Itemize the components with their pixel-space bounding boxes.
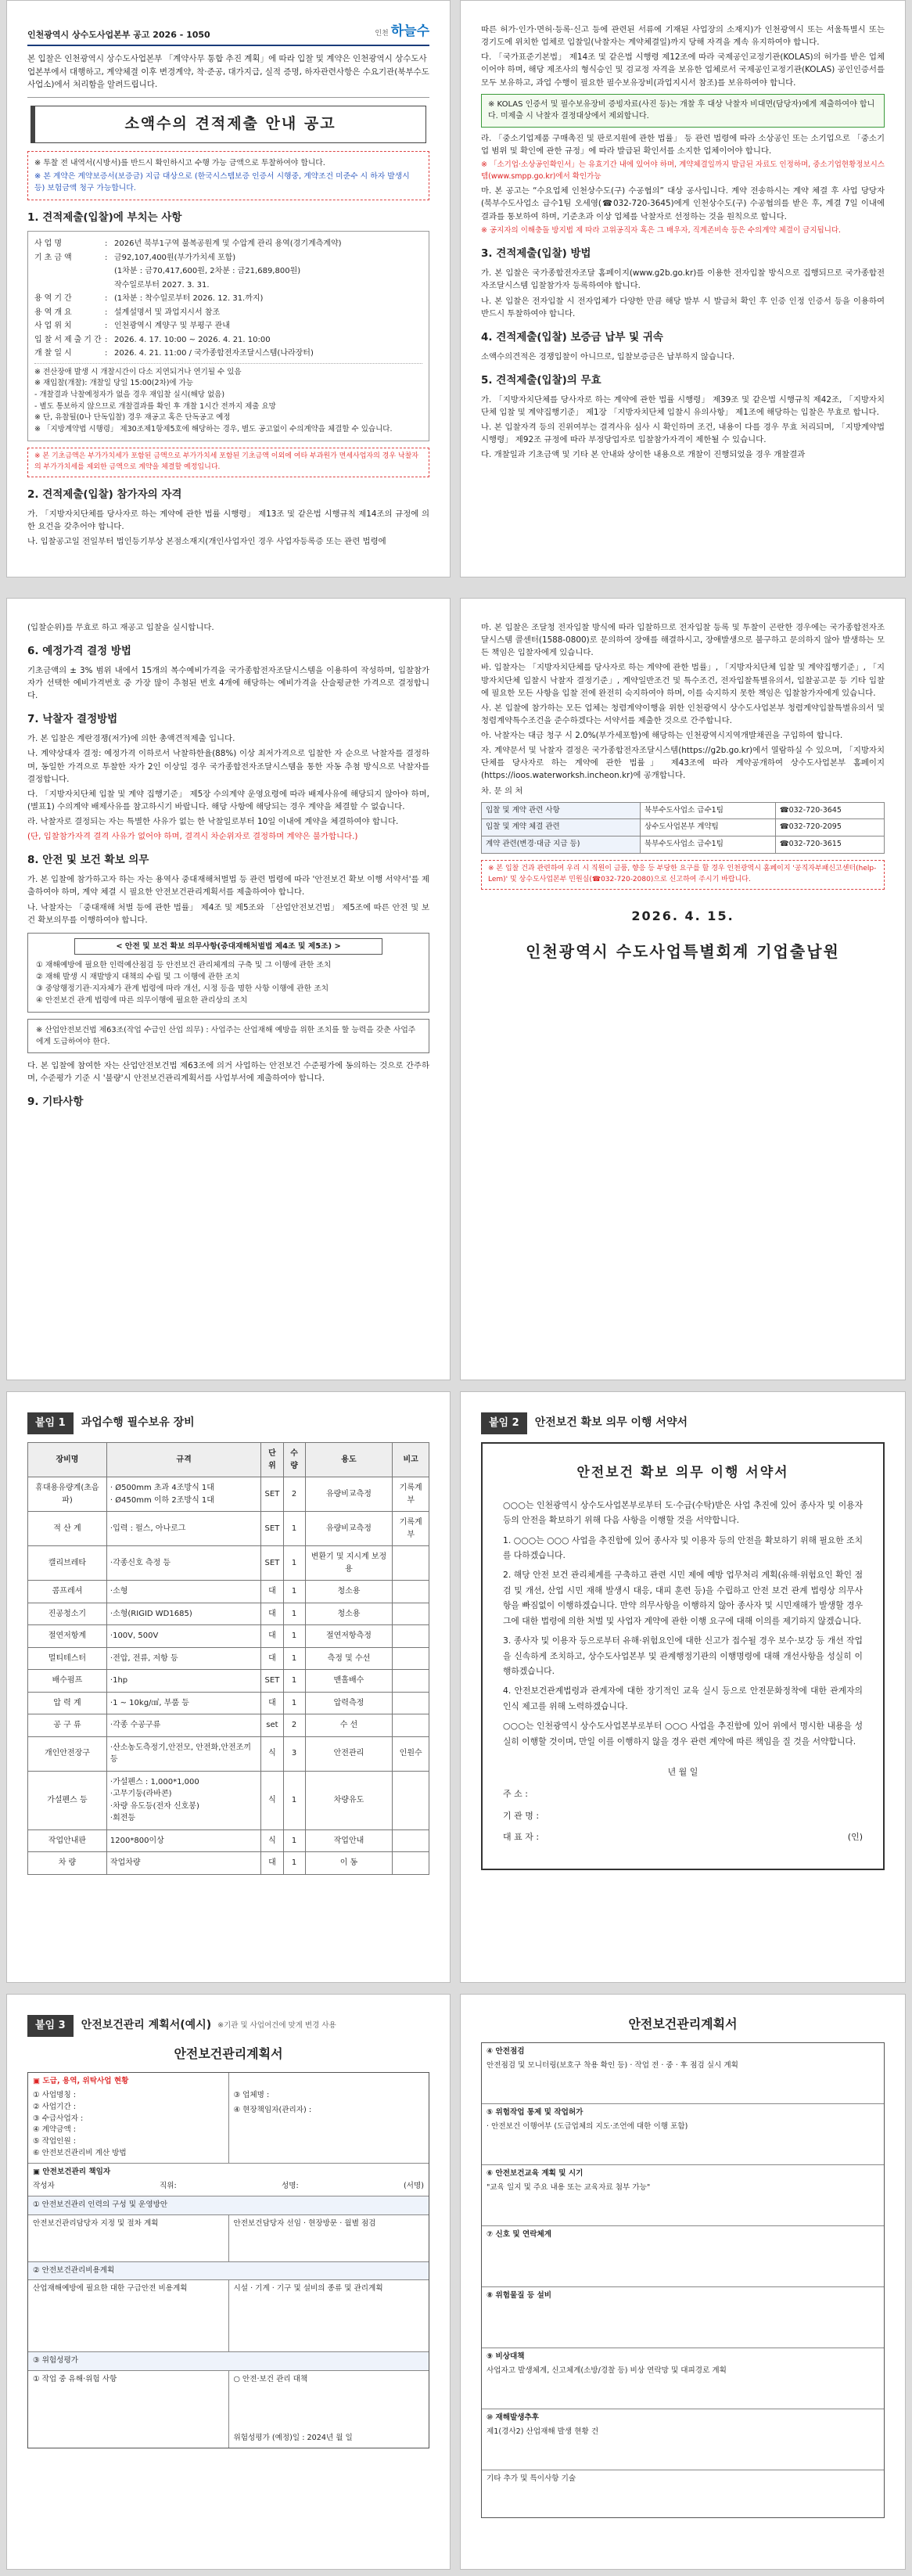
staff-left: 안전보건관리담당자 지정 및 절차 계획 <box>33 2218 159 2228</box>
info-key: 사업명 <box>34 239 64 249</box>
equipment-cell-q: 1 <box>283 1512 305 1546</box>
notice-header <box>27 21 429 46</box>
p2-para-4: 마. 본 공고는 “수요업체 인천상수도(구) 수공협의” 대상 공사입니다. 계약 전송하시는 계약 체결 후 사업 당당자(북부수도사업소 급수1팀 오세영(☎032-720-3645)에게 인천상수도(구) 수공협의를 받은 후, 계결 7일 이내에 결과를 통보하여 하며, 기준초과 이상 업체를 낙찰자로 선정하는 것을 원칙으로 합니다. <box>481 186 885 221</box>
equipment-cell-r <box>393 1714 429 1737</box>
section-3-a: 가. 본 입찰은 국가종합전자조달 홈페이지(www.g2b.go.kr)를 이용한 전자입찰 방식으로 집행되므로 국가종합전자조달시스템 입찰참가자 등록하여야 합니다. <box>481 268 885 291</box>
industrial-safety-note: ※ 산업안전보건법 제63조(작업 수급인 산업 의무) : 사업주는 산업재해 예방을 위한 조치를 할 능력을 갖춘 사업주에게 도급하여야 한다. <box>27 1019 429 1053</box>
info-value: 2026. 4. 21. 11:00 / 국가종합전자조달시스템(나라장터) <box>114 349 314 358</box>
contact-table <box>481 802 885 854</box>
p2-para-4-note: ※ 공지자의 이해충돌 방지법 제 따라 고위공직자 혹은 그 배우자, 직계존비속 등은 수의계약 체결이 금지됩니다. <box>481 225 842 235</box>
equipment-cell-q: 1 <box>283 1581 305 1603</box>
plan-row-label: ⑦ 신호 및 연락체계 <box>487 2229 552 2239</box>
plan-row-label: ⑧ 위험물질 등 설비 <box>487 2290 552 2300</box>
warning-2: ※ 본 계약은 계약보증서(보증금) 지급 대상으로 (한국시스템보증 인증서 시행중, 계약조건 미준수 시 하자 발생시 등) 보험금액 청구 가능합니다. <box>34 171 410 192</box>
equipment-cell-use: 변환기 및 지시계 보정용 <box>305 1546 393 1581</box>
contact-dept: 북부수도사업소 급수1팀 <box>641 802 776 819</box>
manager-label: ▣ 안전보건관리 책임자 <box>33 2167 111 2176</box>
equipment-cell-use: 안전관리 <box>305 1736 393 1771</box>
info-value: 설계설명서 및 과업지시서 참조 <box>114 308 221 317</box>
pledge-item: 3. 종사자 및 이용자 등으로부터 유해·위험요인에 대한 신고가 접수될 경우 보수·보강 등 개선 작업을 신속하게 조치하고, 상수도사업본부 및 관계행정기관의 이행명령에 대해 개선사항을 성실히 이행하겠습니다. <box>503 1635 863 1676</box>
equipment-cell-q: 3 <box>283 1736 305 1771</box>
info-row: 용역개요 : 설계설명서 및 과업지시서 참조 <box>34 307 422 319</box>
equipment-col-header: 비고 <box>393 1443 429 1477</box>
p4-para-4: 아. 낙찰자는 대금 청구 시 2.0%(부가세포함)에 해당하는 인천광역시지역개발채권을 구입하여 합니다. <box>481 731 843 740</box>
report-note: ※ 본 입찰 건과 관련하여 우리 시 직원이 금품, 향응 등 부당한 요구를 할 경우 인천광역시 홈페이지 '공직자부패신고센터(help-Lem)' 및 상수도사업본부 민원실(☎032-720-2080)으로 신고하여 주시기 바랍니다. <box>481 860 885 890</box>
equipment-row <box>28 1829 429 1852</box>
seal-mark: (인) <box>847 1832 863 1843</box>
equipment-cell-r <box>393 1852 429 1875</box>
section-8-c: 다. 본 입찰에 참여한 자는 산업안전보건법 제63조에 의거 사업하는 안전보건 수준평가에 동의하는 것으로 간주하며, 수준평가 기준 시 '불량'시 안전보건관리계획서를 사업부서에 제출하여야 합니다. <box>27 1060 429 1084</box>
equipment-row <box>28 1477 429 1512</box>
section-5-title: 5. 견적제출(입찰)의 무효 <box>481 373 601 387</box>
equipment-cell-r <box>393 1829 429 1852</box>
attachment-title: 안전보건 확보 의무 이행 서약서 <box>534 1416 688 1430</box>
equipment-cell-s: · Ø500mm 초과 4조방식 1대 · Ø450mm 이하 2조방식 1대 <box>106 1477 260 1512</box>
section-2-title: 2. 견적제출(입찰) 참가자의 자격 <box>27 487 182 501</box>
equipment-cell-s: ·1 ~ 10kg/㎠, 부품 등 <box>106 1692 260 1714</box>
plan-row <box>482 2165 884 2226</box>
equipment-cell-n: 적 산 계 <box>28 1512 107 1546</box>
info-key: 기초금액 <box>34 253 74 262</box>
equipment-cell-q: 1 <box>283 1692 305 1714</box>
equipment-cell-n: 캘리브레타 <box>28 1546 107 1581</box>
info-row: 사업위치 : 인천광역시 계양구 및 부평구 관내 <box>34 320 422 333</box>
pledge-closing: ○○○는 인천광역시 상수도사업본부로부터 ○○○ 사업을 추진함에 있어 위에서 명시한 내용을 성실히 이행할 것이며, 만일 이를 이행하지 않을 경우 관련 계약에 따른 책임을 질 것을 서약합니다. <box>503 1721 863 1747</box>
equipment-col-header: 장비명 <box>28 1443 107 1477</box>
notice-date: 2026. 4. 15. <box>631 908 734 923</box>
equipment-row <box>28 1692 429 1714</box>
safety-duty-item: ④ 안전보건 관계 법령에 따른 의무이행에 필요한 관리상의 조치 <box>36 996 248 1006</box>
section-5-b: 나. 본 입찰자격 등의 진위여부는 결격사유 심사 시 확인하며 조건, 내용이 다를 경우 무효 처리되며, 「지방계약법 시행령」 제92조 규정에 따라 부정당업자로 입찰참가자격이 제한될 수 있습니다. <box>481 423 885 445</box>
pledge-item: 4. 안전보건관계법령과 관계자에 대한 장기적인 교육 실시 등으로 안전문화정착에 대한 관계자의 인식 제고를 위해 노력하겠습니다. <box>503 1686 863 1711</box>
info-value: 2026년 북부1구역 불복공원계 및 수압계 관리 용역(경기계측계약) <box>114 239 342 249</box>
equipment-cell-s: ·전압, 전류, 저항 등 <box>106 1647 260 1670</box>
manager-field: 작성자 <box>33 2181 55 2190</box>
equipment-cell-q: 2 <box>283 1477 305 1512</box>
risk-right: ○ 안전·보건 관리 대책 위험성평가 (예정)일 : 2024년 월 일 <box>228 2371 429 2448</box>
equipment-cell-r <box>393 1625 429 1648</box>
equipment-row <box>28 1647 429 1670</box>
plan-row-label: ⑨ 비상대책 <box>487 2351 525 2361</box>
equipment-cell-use: 맨홀배수 <box>305 1670 393 1693</box>
equipment-cell-n: 압 력 계 <box>28 1692 107 1714</box>
plan-row <box>482 2226 884 2287</box>
warning-1: ※ 투찰 전 내역서(시방서)를 반드시 확인하시고 수행 가능 금액으로 투찰하여야 합니다. <box>34 158 325 167</box>
plan-overview-row <box>28 2073 429 2164</box>
equipment-cell-s: 작업차량 <box>106 1852 260 1875</box>
section-5-a: 가. 「지방자치단체를 당사자로 하는 계약에 관한 법률 시행령」 제39조 및 같은법 시행규칙 제42조, 「지방자치단체 입찰 및 계약집행기준」 제1장 「지방자치단체 입찰시 유의사항」 제1조에 해당하는 입찰은 무효로 합니다. <box>481 394 885 417</box>
equipment-row <box>28 1625 429 1648</box>
plan-row <box>482 2409 884 2470</box>
equipment-cell-s: 1200*800이상 <box>106 1829 260 1852</box>
equipment-row <box>28 1670 429 1693</box>
page-5 <box>6 1391 451 1983</box>
plan-row-value: · 안전보건 이행여부 (도급업체의 지도·조언에 대한 이행 포함) <box>487 2121 688 2131</box>
overview-line: ⑥ 안전보건관리비 계산 방법 <box>33 2149 127 2158</box>
attachment-title: 과업수행 필수보유 장비 <box>81 1416 195 1430</box>
equipment-cell-q: 1 <box>283 1647 305 1670</box>
p4-para-1: 마. 본 입찰은 조달청 전자입찰 방식에 따라 입찰하므로 전자입찰 등록 및 투찰이 곤란한 경우에는 국가종합전자조달시스템 콜센터(1588-0800)로 문의하여 장애를 해결하시고, 장애발생으로 불구하고 문의하지 않아 발생하는 모든 책임은 입찰자에게 있습니다. <box>481 623 885 658</box>
equipment-cell-r <box>393 1581 429 1603</box>
budget-right: 시설 · 기계 · 기구 및 설비의 종류 및 관리계획 <box>228 2280 429 2351</box>
equipment-cell-use: 압력측정 <box>305 1692 393 1714</box>
section-2-a: 가. 「지방자치단체를 당사자로 하는 계약에 관한 법률 시행령」 제13조 및 같은법 시행규칙 제14조의 규정에 의한 요건을 갖추어야 합니다. <box>27 509 429 531</box>
equipment-cell-u: 대 <box>261 1852 283 1875</box>
equipment-cell-s: ·각종 수공구류 <box>106 1714 260 1737</box>
vat-note: ※ 본 기초금액은 부가가치세가 포함된 금액으로 부가가치세 포함된 기초금액 이외에 여타 부과원가 면세사업자의 경우 낙찰자의 부가가치세를 제외한 금액으로 계약을 체결할 예정입니다. <box>27 448 429 477</box>
safety-duty-title: < 안전 및 보건 확보 의무사항(중대재해처벌법 제4조 및 제5조) > <box>74 938 382 955</box>
pledge-title: 안전보건 확보 의무 이행 서약서 <box>576 1465 789 1481</box>
section-6-a: 기초금액의 ± 3% 범위 내에서 15개의 복수예비가격을 국가종합전자조달시스템을 이용하여 작성하며, 입찰참가자가 선택한 예비가격번호 중 가장 많이 추첨된 번호 4개에 해당하는 예비가격을 산술평균한 가격으로 결정합니다. <box>27 666 429 701</box>
plan-row <box>482 2348 884 2409</box>
attachment-2-header <box>481 1412 885 1434</box>
equipment-cell-q: 1 <box>283 1603 305 1625</box>
contact-topic: 입찰 및 계약 관련 사항 <box>482 802 641 819</box>
equipment-cell-u: 대 <box>261 1692 283 1714</box>
overview-line: ③ 수급사업자 : <box>33 2114 84 2123</box>
plan-row <box>482 2043 884 2104</box>
equipment-cell-use: 유량비교측정 <box>305 1477 393 1512</box>
page-6 <box>460 1391 906 1983</box>
p4-para-3: 사. 본 입찰에 참가하는 모든 업체는 청렴계약이행을 위한 인천광역시 상수도사업본부 청렴계약입찰특별유의서 및 청렴계약특수조건을 준수하겠다는 서약서를 제출한 것으로 간주합니다. <box>481 703 885 725</box>
sign-rep: 대 표 자 : (인) <box>503 1829 863 1845</box>
section-8-title: 8. 안전 및 보건 확보 의무 <box>27 854 149 867</box>
equipment-col-header: 규격 <box>106 1443 260 1477</box>
plan-row-label: ⑤ 위험작업 통제 및 작업허가 <box>487 2107 583 2117</box>
issuer-org: 인천광역시 수도사업특별회계 기업출납원 <box>526 942 840 962</box>
plan-staff-row <box>28 2215 429 2262</box>
manager-field: 직위: <box>160 2181 177 2190</box>
bid-info-note: ※ 전산장애 발생 시 개찰시간이 다소 지연되거나 연기될 수 있음 ※ 재입찰(개찰): 개찰일 당일 15:00(2차)에 가능 - 개찰결과 낙찰예정자가 없을 경우 재입찰 실시(해당 없음) - 별도 통보하지 않으므로 개찰결과를 확인 후 개찰 1시간 전까지 제출 요망 ※ 단, 유찰될(0나 단독입찰) 경우 재공고 혹은 단독공고 예정 ※ 「지방계약법 시행령」 제30조제1항제5호에 해당하는 경우, 별도 공고없이 수의계약을 체결할 수 있습니다. <box>34 363 422 436</box>
overview-line: ② 사업기간 : <box>33 2102 77 2111</box>
section-1-title: 1. 견적제출(입찰)에 부치는 사항 <box>27 211 182 225</box>
equipment-table <box>27 1442 429 1875</box>
equipment-cell-u: 대 <box>261 1625 283 1648</box>
equipment-cell-q: 1 <box>283 1546 305 1581</box>
page-2 <box>460 0 906 577</box>
equipment-cell-r <box>393 1771 429 1829</box>
equipment-cell-n: 진공청소기 <box>28 1603 107 1625</box>
attachment-tag: 붙임 3 <box>27 2015 74 2037</box>
equipment-cell-q: 1 <box>283 1771 305 1829</box>
section-7-c: 다. 「지방자치단체 입찰 및 계약 집행기준」 제5장 수의계약 운영요령에 따라 배제사유에 해당되지 않아야 하며, (별표1) 수의계약 배제사유를 참고하시기 바랍니다. 해당 사항에 해당되는 경우 계약을 체결할 수 없습니다. <box>27 789 429 811</box>
overview-line: ④ 계약금액 : <box>33 2125 77 2135</box>
manager-field: 성명: <box>281 2181 299 2190</box>
contact-phone: ☎032-720-2095 <box>775 819 884 836</box>
warning-box <box>27 151 429 201</box>
plan-risk-row <box>28 2371 429 2448</box>
page-7 <box>6 1994 451 2570</box>
plan-row-label: ④ 안전점검 <box>487 2046 525 2056</box>
p2-para-2: 다. 「국가표준기본법」 제14조 및 같은법 시행령 제12조에 따라 국제공인교정기관(KOLAS)의 허가를 받은 업체이어야 하며, 해당 제조사의 형식승인 및 검교정 자격을 보유한 업체로서 국제공인교정기관(KOLAS) 공인인증서를 모두 보유하고, 과업 수행이 필요한 필수보유장비(과업지시서 참조)를 보유하여야 합니다. <box>481 52 885 88</box>
equipment-row <box>28 1512 429 1546</box>
equipment-cell-s: ·소형 <box>106 1581 260 1603</box>
info-row: 사업명 : 2026년 북부1구역 불복공원계 및 수압계 관리 용역(경기계측계약) <box>34 238 422 250</box>
contact-row <box>482 802 885 819</box>
safety-duty-item: ① 재해예방에 필요한 인력예산점검 등 안전보건 관리체계의 구축 및 그 이행에 관한 조치 <box>36 960 332 970</box>
bid-info-box <box>27 231 429 441</box>
attachment-3-header <box>27 2015 429 2037</box>
info-key <box>34 279 105 292</box>
section-7-note: (단, 입찰참가자격 결격 사유가 없어야 하며, 결격시 차순위자로 결정하며 계약은 불가합니다.) <box>27 832 358 842</box>
equipment-cell-n: 배수펌프 <box>28 1670 107 1693</box>
section-9-title: 9. 기타사항 <box>27 1096 84 1109</box>
info-row <box>34 279 422 292</box>
attachment-tag: 붙임 1 <box>27 1412 74 1434</box>
pledge-form <box>481 1442 885 1870</box>
equipment-cell-r: 기록계부 <box>393 1512 429 1546</box>
overview-line: ⑤ 작업인원 : <box>33 2137 77 2146</box>
section-4-a: 소액수의견적은 경쟁입찰이 아니므로, 입찰보증금은 납부하지 않습니다. <box>481 351 735 362</box>
plan-budget-header: ② 안전보건관리비용계획 <box>28 2262 429 2281</box>
plan-row <box>482 2287 884 2348</box>
plan-staff-header: ① 안전보건관리 인력의 구성 및 운영방안 <box>28 2196 429 2215</box>
equipment-cell-s: ·소형(RIGID WD1685) <box>106 1603 260 1625</box>
equipment-cell-u: SET <box>261 1670 283 1693</box>
contact-dept: 북부수도사업소 급수1팀 <box>641 836 776 854</box>
plan-title-2: 안전보건관리계획서 <box>628 2017 738 2031</box>
section-4-title: 4. 견적제출(입찰) 보증금 납부 및 귀속 <box>481 330 663 344</box>
info-value: 작수일로부터 2027. 3. 31. <box>114 280 210 290</box>
equipment-row <box>28 1771 429 1829</box>
attachment-tag: 붙임 2 <box>481 1412 527 1434</box>
sign-company: 기 관 명 : <box>503 1810 540 1821</box>
overview-right-line: ④ 현장책임자(관리자) : <box>233 2105 312 2114</box>
p2-para-3-note: ※ 「소기업·소상공인확인서」는 유효기간 내에 있어야 하며, 계약체결일까지 발급된 자료도 인정하며, 중소기업현황정보시스템(www.smpp.go.kr)에서 확인가능 <box>481 160 885 181</box>
equipment-cell-n: 멀티테스터 <box>28 1647 107 1670</box>
equipment-cell-use: 작업안내 <box>305 1829 393 1852</box>
kolas-note: ※ KOLAS 인증서 및 필수보유장비 증빙자료(사진 등)는 개찰 후 대상 낙찰자 비대면(담당자)에게 제출하여야 합니다. 미제출 시 낙찰자 결정대상에서 제외합니다. <box>481 94 885 128</box>
plan-title: 안전보건관리계획서 <box>174 2046 283 2062</box>
equipment-cell-use: 청소용 <box>305 1603 393 1625</box>
equipment-cell-r: 인원수 <box>393 1736 429 1771</box>
section-7-a: 가. 본 입찰은 계란경쟁(저가)에 의한 총액견적제출 입니다. <box>27 734 235 744</box>
equipment-cell-r <box>393 1647 429 1670</box>
info-row: 기초금액 : 금92,107,400원(부가가치세 포함) <box>34 252 422 264</box>
pledge-item: 2. 해당 안전 보건 관리체계를 구축하고 관련 시민 제에 예방 업무처리 계획(유해·위험요인 확인 점검 및 개선, 산업 시민 재해 발생시 대응, 대피 훈련 등)을 수립하고 안전 보건 관계 법령상 의무사항을 빠짐없이 이행하겠습니다. 만약 의무사항을 이행하지 않아 종사자 및 시민재해가 발생할 경우 그에 대한 법령에 의한 처벌 및 사업자 계약에 관한 이행 요구에 대해 이의를 제기하지 않겠습니다. <box>503 1570 863 1626</box>
plan-row-value: "교육 일지 및 주요 내용 또는 교육자료 첨부 가능" <box>487 2182 651 2192</box>
equipment-cell-use: 이 동 <box>305 1852 393 1875</box>
section-8-a: 가. 본 입찰에 참가하고자 하는 자는 용역사 중대재해처벌법 등 관련 법령에 따라 '안전보건 확보 이행 서약서'를 제출하여야 하며, 계약 체결 시 필요한 안전보건관리계획서를 제출하여야 합니다. <box>27 875 429 898</box>
equipment-cell-u: 대 <box>261 1581 283 1603</box>
page-1 <box>6 0 451 577</box>
page-4 <box>460 598 906 1380</box>
equipment-cell-s: ·100V, 500V <box>106 1625 260 1648</box>
equipment-cell-r: 기록계부 <box>393 1477 429 1512</box>
overview-line: ① 사업명칭 : <box>33 2090 77 2099</box>
info-key: 용역기간 <box>34 294 74 304</box>
equipment-cell-r <box>393 1546 429 1581</box>
section-7-title: 7. 낙찰자 결정방법 <box>27 713 118 726</box>
info-key: 용역개요 <box>34 308 74 317</box>
contact-dept: 상수도사업본부 계약팀 <box>641 819 776 836</box>
contact-topic: 계약 관련(변경·대금 지급 등) <box>482 836 641 854</box>
equipment-row <box>28 1603 429 1625</box>
sign-date: 년 월 일 <box>667 1767 698 1778</box>
equipment-row <box>28 1714 429 1737</box>
info-value: 인천광역시 계양구 및 부평구 관내 <box>114 322 230 331</box>
pledge-intro: ○○○는 인천광역시 상수도사업본부로부터 도·수급(수탁)받은 사업 추진에 있어 종사자 및 이용자 등의 안전을 확보하기 위해 다음 사항을 이행할 것을 서약합니다. <box>503 1499 863 1526</box>
p4-para-5: 자. 계약문서 및 낙찰자 결정은 국가종합전자조달시스템(https://g2b.go.kr)에서 열람하실 수 있으며, 「지방자치단체를 당사자로 하는 계약에 관한 법률」 제43조에 따라 계약공개하여 상수도사업본부 홈페이지(https://ioos.waterworksh.incheon.kr)에 공개합니다. <box>481 746 885 781</box>
info-key <box>34 265 105 278</box>
equipment-cell-s: ·각종신호 측정 등 <box>106 1546 260 1581</box>
overview-right-line: ③ 업체명 : <box>233 2090 270 2099</box>
info-row: 입찰서제출기간 : 2026. 4. 17. 10:00 ~ 2026. 4. 21. 10:00 <box>34 334 422 347</box>
attachment-title: 안전보건관리 계획서(예시) <box>81 2019 212 2032</box>
p4-para-6: 차. 문 의 처 <box>481 786 523 796</box>
contact-phone: ☎032-720-3615 <box>775 836 884 854</box>
equipment-cell-u: SET <box>261 1546 283 1581</box>
plan-foot: 기타 추가 및 특이사항 기술 <box>487 2473 576 2483</box>
equipment-col-header: 용도 <box>305 1443 393 1477</box>
risk-left: ① 작업 중 유해·위험 사항 <box>33 2375 117 2384</box>
plan-row-label: ⑥ 안전보건교육 계획 및 시기 <box>487 2168 583 2178</box>
info-value: (1차분 : 착수일로부터 2026. 12. 31.까지) <box>114 294 264 304</box>
signature-block <box>503 1765 863 1845</box>
equipment-cell-n: 개인안전장구 <box>28 1736 107 1771</box>
attachment-1-header <box>27 1412 429 1434</box>
equipment-cell-u: SET <box>261 1512 283 1546</box>
info-row: 개찰일시 : 2026. 4. 21. 11:00 / 국가종합전자조달시스템(나라장터) <box>34 347 422 360</box>
contact-row <box>482 819 885 836</box>
intro-text: 본 입찰은 인천광역시 상수도사업본부 「계약사무 통합 추진 계획」에 따라 입찰 및 계약은 인천광역시 상수도사업본부에서 대행하고, 계약체결 이후 변경계약, 착·준공, 대가지급, 실적 증명, 하자관련사항은 수요기관(북부수도사업소)에서 처리함을 알려드립니다. <box>27 52 429 98</box>
plan-form-2 <box>481 2042 885 2518</box>
equipment-cell-n: 가설펜스 등 <box>28 1771 107 1829</box>
equipment-cell-n: 차 량 <box>28 1852 107 1875</box>
plan-row-value: 안전점검 및 모니터링(보호구 착용 확인 등) · 작업 전 · 중 · 후 점검 실시 계획 <box>487 2060 738 2070</box>
equipment-cell-use: 청소용 <box>305 1581 393 1603</box>
contact-phone: ☎032-720-3645 <box>775 802 884 819</box>
equipment-cell-use: 수 선 <box>305 1714 393 1737</box>
equipment-row <box>28 1581 429 1603</box>
p2-para-3: 라. 「중소기업제품 구매촉진 및 판로지원에 관한 법률」 등 관련 법령에 따라 소상공인 또는 소기업으로 「중소기업 범위 및 확인에 관한 규정」에 따라 발급된 확인서를 소지한 업체이어야 합니다. <box>481 133 885 156</box>
equipment-cell-use: 유량비교측정 <box>305 1512 393 1546</box>
section-7-b: 나. 계약상대자 결정: 예정가격 이하로서 낙찰하한율(88%) 이상 최저가격으로 입찰한 자 순으로 낙찰자를 결정하며, 동일한 가격으로 투찰한 자가 2인 이상일 경우 국가종합전자조달시스템을 통한 자동 추첨 방식으로 낙찰자를 결정합니다. <box>27 749 429 784</box>
info-row <box>34 265 422 278</box>
section-3-title: 3. 견적제출(입찰) 방법 <box>481 247 591 261</box>
plan-risk-header: ③ 위험성평가 <box>28 2352 429 2371</box>
info-value: (1차분 : 금70,417,600원, 2차분 : 금21,689,800원) <box>114 267 301 276</box>
plan-manager-row <box>28 2164 429 2196</box>
equipment-cell-use: 측정 및 수선 <box>305 1647 393 1670</box>
equipment-cell-q: 1 <box>283 1852 305 1875</box>
equipment-cell-q: 1 <box>283 1625 305 1648</box>
contact-topic: 입찰 및 계약 체결 관련 <box>482 819 641 836</box>
risk-date: 위험성평가 (예정)일 : 2024년 월 일 <box>233 2434 353 2443</box>
equipment-cell-u: 식 <box>261 1829 283 1852</box>
info-key: 개찰일시 <box>34 349 74 358</box>
equipment-cell-r <box>393 1603 429 1625</box>
page-title: 소액수의 견적제출 안내 공고 <box>31 106 426 142</box>
p3-para-0: (입찰순위)를 무효로 하고 재공고 입찰을 실시합니다. <box>27 623 214 632</box>
equipment-cell-u: 대 <box>261 1603 283 1625</box>
equipment-cell-n: 휴대용유량계(초음파) <box>28 1477 107 1512</box>
equipment-cell-s: ·가설펜스 : 1,000*1,000 ·고무기둥(라바콘) ·차량 유도등(전자 신호봉) ·회전등 <box>106 1771 260 1829</box>
section-7-d: 라. 낙찰자로 결정되는 자는 특별한 사유가 없는 한 낙찰일로부터 10일 이내에 계약을 체결하여야 합니다. <box>27 817 399 827</box>
info-key: 사업위치 <box>34 322 74 331</box>
plan-row <box>482 2104 884 2165</box>
sign-address: 주 소 : <box>503 1788 528 1799</box>
attachment-subtitle: ※기관 및 사업여건에 맞게 변경 사용 <box>217 2020 336 2030</box>
equipment-cell-r <box>393 1692 429 1714</box>
equipment-row <box>28 1852 429 1875</box>
contact-row <box>482 836 885 854</box>
safety-duty-item: ③ 중앙행정기관·지자체가 관계 법령에 따라 개선, 시정 등을 명한 사항 이행에 관한 조치 <box>36 984 329 994</box>
page-8 <box>460 1994 906 2570</box>
equipment-cell-n: 절연저항계 <box>28 1625 107 1648</box>
equipment-cell-use: 절연저항측정 <box>305 1625 393 1648</box>
equipment-cell-s: ·입력 : 펄스, 아나로그 <box>106 1512 260 1546</box>
info-value: 금92,107,400원(부가가치세 포함) <box>114 253 236 262</box>
overview-label: ▣ 도급, 용역, 위탁사업 현황 <box>33 2076 129 2085</box>
plan-form <box>27 2072 429 2448</box>
equipment-cell-use: 차량유도 <box>305 1771 393 1829</box>
info-row: 용역기간 : (1차분 : 착수일로부터 2026. 12. 31.까지) <box>34 293 422 305</box>
equipment-row <box>28 1736 429 1771</box>
section-2-b: 나. 입찰공고일 전일부터 법인등기부상 본점소재지(개인사업자인 경우 사업자등록증 또는 관련 법령에 <box>27 536 386 546</box>
plan-row-label: ⑩ 재해발생추후 <box>487 2412 540 2422</box>
equipment-cell-u: SET <box>261 1477 283 1512</box>
equipment-cell-q: 1 <box>283 1670 305 1693</box>
equipment-cell-n: 공 구 류 <box>28 1714 107 1737</box>
equipment-cell-n: 작업안내판 <box>28 1829 107 1852</box>
p2-para-1: 따른 허가·인가·면허·등록·신고 등에 관련된 서류에 기재된 사업장의 소재지)가 인천광역시 또는 서울특별시 또는 경기도에 위치한 업체로 입찰일(낙찰자는 계약체결일)까지 당해 자격을 계속 유지하여야 합니다. <box>481 25 885 48</box>
plan-budget-row <box>28 2280 429 2352</box>
notice-number: 인천광역시 상수도사업본부 공고 2026 - 1050 <box>27 30 210 41</box>
section-8-b: 나. 낙찰자는 「중대재해 처벌 등에 관한 법률」 제4조 및 제5조와 「산업안전보건법」 제5조에 따른 안전 및 보건 확보의무를 이행하여야 합니다. <box>27 902 429 925</box>
equipment-cell-u: 대 <box>261 1647 283 1670</box>
equipment-row <box>28 1546 429 1581</box>
p4-para-2: 바. 입찰자는 「지방자치단체를 당사자로 하는 계약에 관한 법률」, 「지방자치단체 입찰 및 계약집행기준」, 「지방자치단체 입찰시 낙찰자 결정기준」, 계약일반조건 및 특수조건, 전자입찰특별유의서, 입찰공고문 등 기타 입찰에 필요한 모든 사항을 입찰 전에 완전히 숙지하여야 하며, 이를 숙지하지 못한 책임은 입찰참가자에게 있습니다. <box>481 663 885 698</box>
equipment-col-header: 단위 <box>261 1443 283 1477</box>
staff-right: 안전보건담당자 선임 · 현장방문 · 월별 점검 <box>228 2215 429 2261</box>
equipment-cell-n: 콤프레셔 <box>28 1581 107 1603</box>
plan-row-value: 사업자고 발생체계, 신고체계(소방/경찰 등) 비상 연락망 및 대피경로 계획 <box>487 2366 727 2375</box>
budget-left: 산업재해예방에 필요한 대한 구급안전 비용계획 <box>33 2284 188 2294</box>
section-3-b: 나. 본 입찰은 전자입찰 시 전자업체가 다양한 만큼 해당 발부 시 발급처 확인 후 인증 인정 인증서 등을 이용하여 반드시 투찰하여야 합니다. <box>481 296 885 318</box>
equipment-cell-r <box>393 1670 429 1693</box>
equipment-cell-u: 식 <box>261 1771 283 1829</box>
manager-field: (서명) <box>403 2181 424 2190</box>
page-3 <box>6 598 451 1380</box>
equipment-cell-q: 1 <box>283 1829 305 1852</box>
section-5-c: 다. 개찰일과 기초금액 및 기타 본 안내와 상이한 내용으로 개찰이 진행되었을 경우 개찰결과 <box>481 450 806 460</box>
safety-duty-box <box>27 933 429 1013</box>
equipment-cell-s: ·산소농도측정기,안전모, 안전화,안전조끼 등 <box>106 1736 260 1771</box>
equipment-cell-u: set <box>261 1714 283 1737</box>
pledge-item: 1. ○○○는 ○○○ 사업을 추진함에 있어 종사자 및 이용자 등의 안전을 확보하기 위해 필요한 조치를 다하겠습니다. <box>503 1534 863 1560</box>
equipment-cell-s: ·1hp <box>106 1670 260 1693</box>
equipment-col-header: 수량 <box>283 1443 305 1477</box>
safety-duty-item: ② 재해 발생 시 재발방지 대책의 수립 및 그 이행에 관한 조치 <box>36 973 240 982</box>
section-6-title: 6. 예정가격 결정 방법 <box>27 645 131 658</box>
info-key: 입찰서제출기간 <box>34 335 104 344</box>
info-value: 2026. 4. 17. 10:00 ~ 2026. 4. 21. 10:00 <box>114 335 271 344</box>
equipment-cell-u: 식 <box>261 1736 283 1771</box>
equipment-cell-q: 2 <box>283 1714 305 1737</box>
haneulsu-logo: 인천 하늘수 <box>375 23 429 39</box>
plan-row-value: 제1(경사2) 산업재해 발생 현황 건 <box>487 2427 599 2436</box>
